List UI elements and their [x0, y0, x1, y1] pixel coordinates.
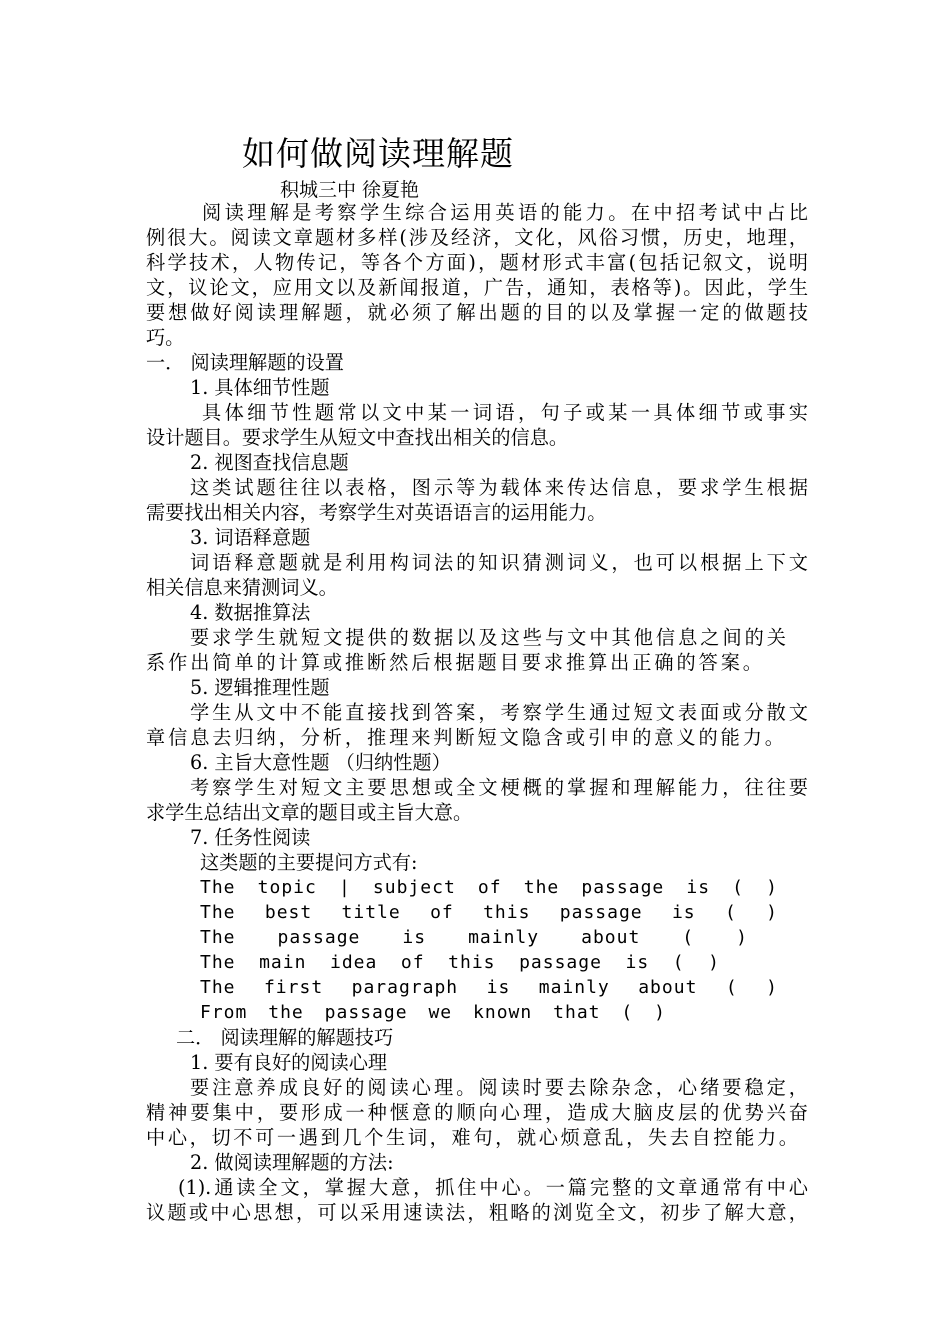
subsection-heading: 2. 做阅读理解题的方法: — [190, 1151, 394, 1174]
paragraph-line: 考察学生对短文主要思想或全文梗概的掌握和理解能力，往往要 — [190, 776, 808, 799]
paragraph-line: 巧。 — [146, 326, 185, 349]
paragraph-line: 相关信息来猜测词义。 — [146, 576, 338, 599]
paragraph-line: 中心，切不可一遇到几个生词，难句，就心烦意乱，失去自控能力。 — [146, 1126, 798, 1149]
paragraph-line: 科学技术，人物传记，等各个方面)，题材形式丰富(包括记叙文，说明 — [146, 251, 808, 274]
paragraph-line: 章信息去归纳，分析，推理来判断短文隐含或引申的意义的能力。 — [146, 726, 784, 749]
paragraph-line: 阅读理解是考察学生综合运用英语的能力。在中招考试中占比 — [202, 201, 808, 224]
question-pattern-line: The passage is mainly about ( ) — [200, 927, 748, 948]
document-body — [146, 200, 808, 1225]
paragraph-line: 系作出简单的计算或推断然后根据题目要求推算出正确的答案。 — [146, 651, 762, 674]
paragraph-line: 需要找出相关内容，考察学生对英语语言的运用能力。 — [146, 501, 607, 524]
subsection-heading: 7. 任务性阅读 — [190, 826, 311, 849]
section-heading: 一． 阅读理解题的设置 — [146, 351, 344, 374]
subsection-heading: 1. 具体细节性题 — [190, 376, 330, 399]
question-pattern-line: The best title of this passage is ( ) — [200, 902, 778, 923]
paragraph-line: 具体细节性题常以文中某一词语，句子或某一具体细节或事实 — [202, 401, 808, 424]
paragraph-line: 文，议论文，应用文以及新闻报道，广告，通知，表格等)。因此，学生 — [146, 276, 808, 299]
subsection-heading: 3. 词语释意题 — [190, 526, 311, 549]
paragraph-line: 要注意养成良好的阅读心理。阅读时要去除杂念，心绪要稳定， — [190, 1076, 808, 1099]
paragraph-line: 学生从文中不能直接找到答案，考察学生通过短文表面或分散文 — [190, 701, 808, 724]
subsection-heading: 5. 逻辑推理性题 — [190, 676, 330, 699]
paragraph-line: 词语释意题就是利用构词法的知识猜测词义，也可以根据上下文 — [190, 551, 808, 574]
author-line: 积城三中 徐夏艳 — [280, 179, 420, 201]
paragraph-line: 例很大。阅读文章题材多样(涉及经济，文化，风俗习惯，历史，地理， — [146, 226, 808, 249]
paragraph-line: (1).通读全文，掌握大意，抓住中心。一篇完整的文章通常有中心 — [178, 1176, 808, 1199]
paragraph-line: 设计题目。要求学生从短文中查找出相关的信息。 — [146, 426, 569, 449]
question-pattern-line: The topic | subject of the passage is ( ) — [200, 877, 778, 898]
paragraph-line: 这类试题往往以表格，图示等为载体来传达信息，要求学生根据 — [190, 476, 808, 499]
question-pattern-line: The main idea of this passage is ( ) — [200, 952, 720, 973]
question-pattern-line: From the passage we known that ( ) — [200, 1002, 666, 1023]
paragraph-line: 要想做好阅读理解题，就必须了解出题的目的以及掌握一定的做题技 — [146, 301, 808, 324]
subsection-heading: 1. 要有良好的阅读心理 — [190, 1051, 388, 1074]
subsection-heading: 2. 视图查找信息题 — [190, 451, 349, 474]
paragraph-line: 求学生总结出文章的题目或主旨大意。 — [146, 801, 473, 824]
paragraph-line: 要求学生就短文提供的数据以及这些与文中其他信息之间的关 — [190, 626, 786, 649]
paragraph-line: 议题或中心思想，可以采用速读法，粗略的浏览全文，初步了解大意， — [146, 1201, 808, 1224]
subsection-heading: 6. 主旨大意性题 （归纳性题） — [190, 751, 451, 774]
section-heading: 二． 阅读理解的解题技巧 — [176, 1026, 394, 1049]
page-title: 如何做阅读理解题 — [242, 134, 514, 173]
paragraph-line: 这类题的主要提问方式有: — [200, 851, 418, 874]
subsection-heading: 4. 数据推算法 — [190, 601, 311, 624]
question-pattern-line: The first paragraph is mainly about ( ) — [200, 977, 778, 998]
paragraph-line: 精神要集中，要形成一种惬意的顺向心理，造成大脑皮层的优势兴奋 — [146, 1101, 808, 1124]
